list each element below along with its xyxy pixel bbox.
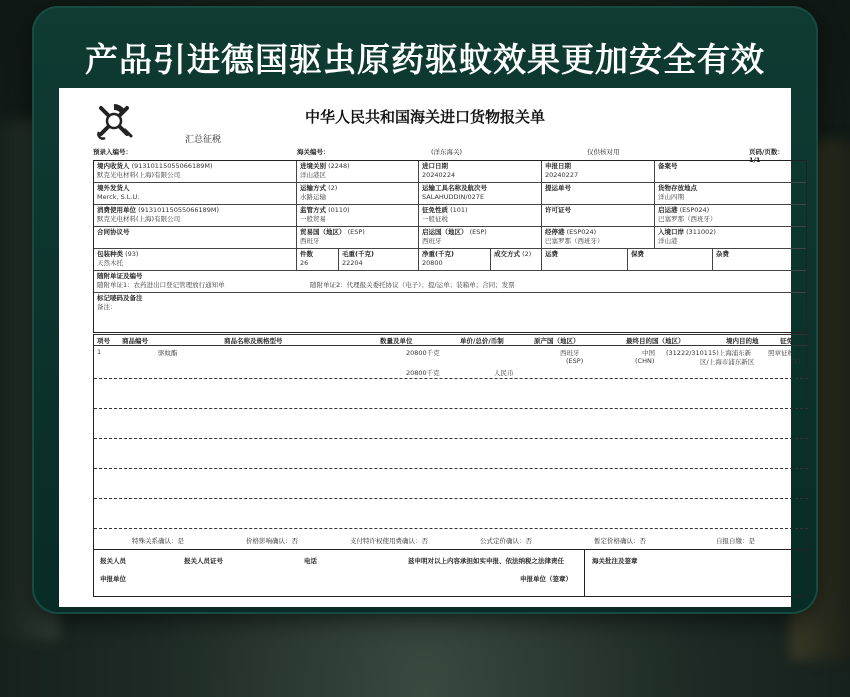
promo-headline: 产品引进德国驱虫原药驱蚊效果更加安全有效 <box>85 40 765 79</box>
bill-number-cell: 提运单号 <box>542 183 655 204</box>
form-row-package <box>94 249 806 271</box>
copy-note: 仅供核对用 <box>587 148 620 156</box>
customs-declaration-document <box>59 88 801 607</box>
consumer-cell: 消费使用单位 (91310115055066189M) 默克光电材料(上海)有限公司 <box>94 205 297 226</box>
gross-weight-cell: 毛重(千克) 22204 <box>339 249 419 270</box>
record-number-cell: 备案号 <box>658 162 678 170</box>
attached-document-2: 随附单证2：代理报关委托协议（电子）；提/运单；装箱单；合同；发票 <box>310 281 515 289</box>
tentative-price-confirm: 暂定价格确认：否 <box>594 537 646 545</box>
entry-port-cell: 进境关别 (2248) 洋山港区 <box>297 161 419 182</box>
transport-tool-cell: 运输工具名称及航次号 SALAHUDDIN/027E <box>419 183 542 204</box>
import-date-cell: 进口日期 20240224 <box>419 161 542 182</box>
goods-header-seq: 项号 <box>97 337 110 345</box>
goods-header-dest: 境内目的地 <box>726 337 759 345</box>
shipper-cell: 境外发货人 Merck, S.L.U. <box>94 183 297 204</box>
net-weight-cell: 净重(千克) 20800 <box>419 249 491 270</box>
goods-header-name: 商品名称及规格型号 <box>224 337 283 345</box>
signature-section <box>93 550 807 597</box>
goods-header-code: 商品编号 <box>122 337 148 345</box>
phone-label: 电话 <box>304 557 317 565</box>
declaration-statement: 兹申明对以上内容承担如实申报、依法纳税之法律责任 <box>408 557 564 565</box>
freight-cell: 运费 <box>542 249 628 270</box>
customs-note-label: 海关批注及签章 <box>592 557 638 565</box>
form-row-shipper <box>94 183 806 205</box>
declaration-form-grid <box>93 160 807 333</box>
form-row-contract <box>94 227 806 249</box>
contract-number-cell: 合同协议号 <box>94 227 297 248</box>
goods-header-origin: 原产国（地区） <box>534 337 580 345</box>
confirmation-row <box>93 532 807 550</box>
form-row-documents <box>94 271 806 293</box>
form-row-marks <box>94 293 806 332</box>
tax-type-label: 汇总征税 <box>185 135 222 145</box>
page-number: 页码/页数：1/1 <box>749 148 784 164</box>
form-row-consumer <box>94 205 806 227</box>
trade-country-cell: 贸易国（地区） (ESP) 西班牙 <box>297 227 419 248</box>
declare-date-cell: 申报日期 20240227 <box>542 161 655 182</box>
declare-unit-stamp: 申报单位（签章） <box>520 575 572 583</box>
supervision-cell: 监管方式 (0110) 一般贸易 <box>297 205 419 226</box>
attached-document-1: 随附单证1：农药进出口登记管理放行通知单 <box>97 281 225 289</box>
package-type-cell: 包装种类 (93) 天然木托 <box>94 249 297 270</box>
declarant-label: 报关人员 <box>100 557 126 565</box>
special-relation-confirm: 特殊关系确认：是 <box>132 537 184 545</box>
transport-mode-cell: 运输方式 (2) 水路运输 <box>297 183 419 204</box>
storage-place-cell: 货物存放地点 洋山四期 <box>658 184 697 201</box>
levy-nature-cell: 征免性质 (101) 一般征税 <box>419 205 542 226</box>
declarant-cert-label: 报关人员证号 <box>184 557 223 565</box>
pre-entry-number-label: 预录入编号： <box>93 148 132 156</box>
form-row-consignee <box>94 161 806 183</box>
misc-fee-cell: 杂费 <box>716 250 729 258</box>
deal-mode-cell: 成交方式 (2) <box>491 249 542 270</box>
royalty-confirm: 支付特许权使用费确认：否 <box>350 537 428 545</box>
origin-country-cell: 启运国（地区） (ESP) 西班牙 <box>419 227 542 248</box>
document-title: 中华人民共和国海关进口货物报关单 <box>304 108 545 126</box>
insurance-cell: 保费 <box>628 249 713 270</box>
consignee-cell: 境内收货人 (91310115055066189M) 默克光电材料(上海)有限公司 <box>94 161 297 182</box>
goods-table: 项号 商品编号 商品名称及规格型号 数量及单位 单价/总价/币制 原产国（地区） 最终目的国（地区） 境内目的地 征免 1 驱蚊酯 20800千克 20800千克 人民币 西班牙 (ESP) 中国 (CHN) (31222/310115)上海浦东新 区/上海市浦东新区 照章征税 (1) <box>93 334 807 533</box>
customs-name: (洋东海关) <box>431 148 463 156</box>
self-pay-confirm: 自报自缴：是 <box>716 537 755 545</box>
goods-header-price: 单价/总价/币制 <box>460 337 504 345</box>
via-port-cell: 经停港 (ESP024) 巴塞罗那（西班牙） <box>542 227 655 248</box>
formula-pricing-confirm: 公式定价确认：否 <box>480 537 532 545</box>
license-number-cell: 许可证号 <box>542 205 655 226</box>
pieces-cell: 件数 26 <box>297 249 339 270</box>
goods-header-levy: 征免 <box>780 337 793 345</box>
customs-number-label: 海关编号： <box>297 148 330 156</box>
goods-header-qty: 数量及单位 <box>380 337 413 345</box>
declare-unit-label: 申报单位 <box>100 575 126 583</box>
marks-remarks-cell: 标记唛码及备注 备注： <box>97 294 143 311</box>
departure-port-cell: 启运港 (ESP024) 巴塞罗那（西班牙） <box>658 206 717 223</box>
promo-card <box>32 6 818 614</box>
attached-documents-cell: 随附单证及编号 随附单证1：农药进出口登记管理放行通知单 随附单证2：代理报关委托协议（电子）；提/运单；装箱单；合同；发票 <box>97 272 515 289</box>
price-impact-confirm: 价格影响确认：否 <box>246 537 298 545</box>
goods-header-final: 最终目的国（地区） <box>626 337 685 345</box>
entry-point-cell: 入境口岸 (311002) 洋山港 <box>658 228 716 245</box>
